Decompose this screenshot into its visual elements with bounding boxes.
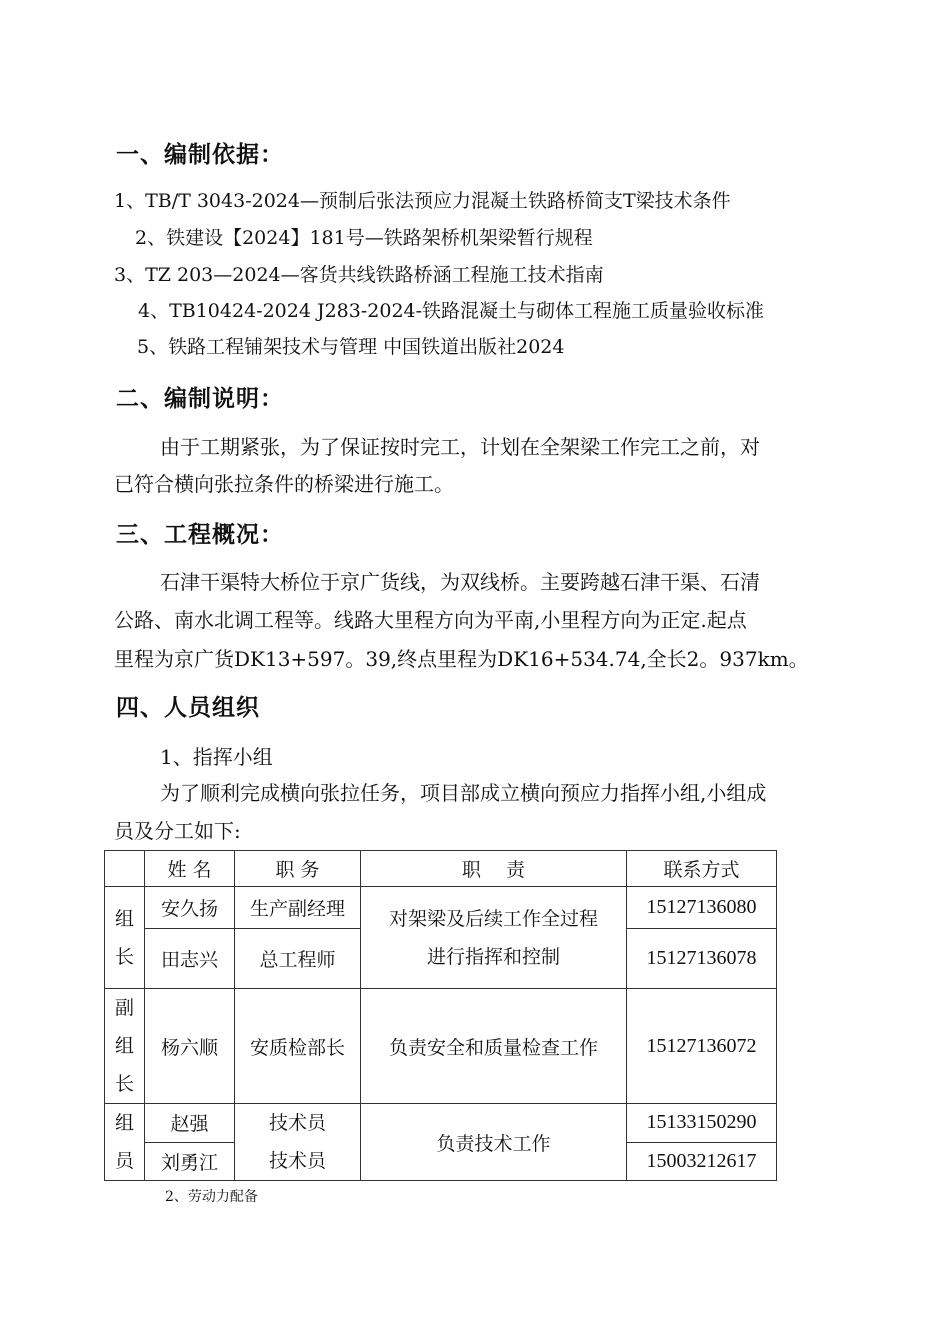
personnel-intro: 为了顺利完成横向张拉任务，项目部成立横向预应力指挥小组,小组成 [160,781,767,805]
reference-item: 3、TZ 203—2024—客货共线铁路桥涵工程施工技术指南 [114,264,604,286]
member-duty: 负责技术工作 [361,1104,627,1181]
section-heading-basis: 一、编制依据： [116,142,284,168]
member-name: 安久扬 [145,887,235,929]
staff-table [104,850,777,1181]
member-phone: 15127136072 [627,989,777,1104]
member-phone: 15127136080 [627,887,777,929]
section-heading-overview: 三、工程概况： [116,522,284,548]
table-header: 职 责 [361,851,627,887]
group-label-member: 组 员 [105,1104,145,1181]
group-label-deputy: 副 组 长 [105,989,145,1104]
member-title: 技术员 技术员 [235,1104,361,1181]
table-row [105,887,777,929]
member-phone: 15003212617 [627,1142,777,1181]
member-phone: 15133150290 [627,1104,777,1143]
member-title: 安质检部长 [235,989,361,1104]
overview-text: 石津干渠特大桥位于京广货线，为双线桥。主要跨越石津干渠、石清 [160,570,760,594]
member-name: 刘勇江 [145,1142,235,1181]
member-name: 田志兴 [145,929,235,989]
subheading-command-group: 1、指挥小组 [160,745,273,769]
member-name: 杨六顺 [145,989,235,1104]
table-row [105,989,777,1104]
member-duty: 对架梁及后续工作全过程 进行指挥和控制 [361,887,627,989]
subheading-labor: 2、劳动力配备 [165,1189,258,1205]
overview-text: 里程为京广货DK13+597。39,终点里程为DK16+534.74,全长2。937km。 [114,647,809,671]
table-header: 联系方式 [627,851,777,887]
reference-item: 2、铁建设【2024】181号—铁路架桥机架梁暂行规程 [135,227,593,249]
member-title: 总工程师 [235,929,361,989]
table-header: 姓 名 [145,851,235,887]
group-label-leader: 组 长 [105,887,145,989]
table-header: 职 务 [235,851,361,887]
explanation-text: 已符合横向张拉条件的桥梁进行施工。 [114,472,454,496]
table-row [105,1104,777,1143]
table-header-row [105,851,777,887]
section-heading-personnel: 四、人员组织 [116,695,260,721]
personnel-intro: 员及分工如下: [114,819,241,843]
reference-item: 1、TB/T 3043-2024—预制后张法预应力混凝土铁路桥简支T梁技术条件 [114,190,731,212]
explanation-text: 由于工期紧张，为了保证按时完工，计划在全架梁工作完工之前，对 [160,435,760,459]
member-name: 赵强 [145,1104,235,1143]
member-duty: 负责安全和质量检查工作 [361,989,627,1104]
overview-text: 公路、南水北调工程等。线路大里程方向为平南,小里程方向为正定.起点 [114,608,747,632]
table-header [105,851,145,887]
reference-item: 4、TB10424-2024 J283-2024-铁路混凝土与砌体工程施工质量验收标准 [138,300,765,322]
section-heading-explanation: 二、编制说明： [116,386,284,412]
member-phone: 15127136078 [627,929,777,989]
member-title: 生产副经理 [235,887,361,929]
reference-item: 5、铁路工程铺架技术与管理 中国铁道出版社2024 [137,336,565,358]
